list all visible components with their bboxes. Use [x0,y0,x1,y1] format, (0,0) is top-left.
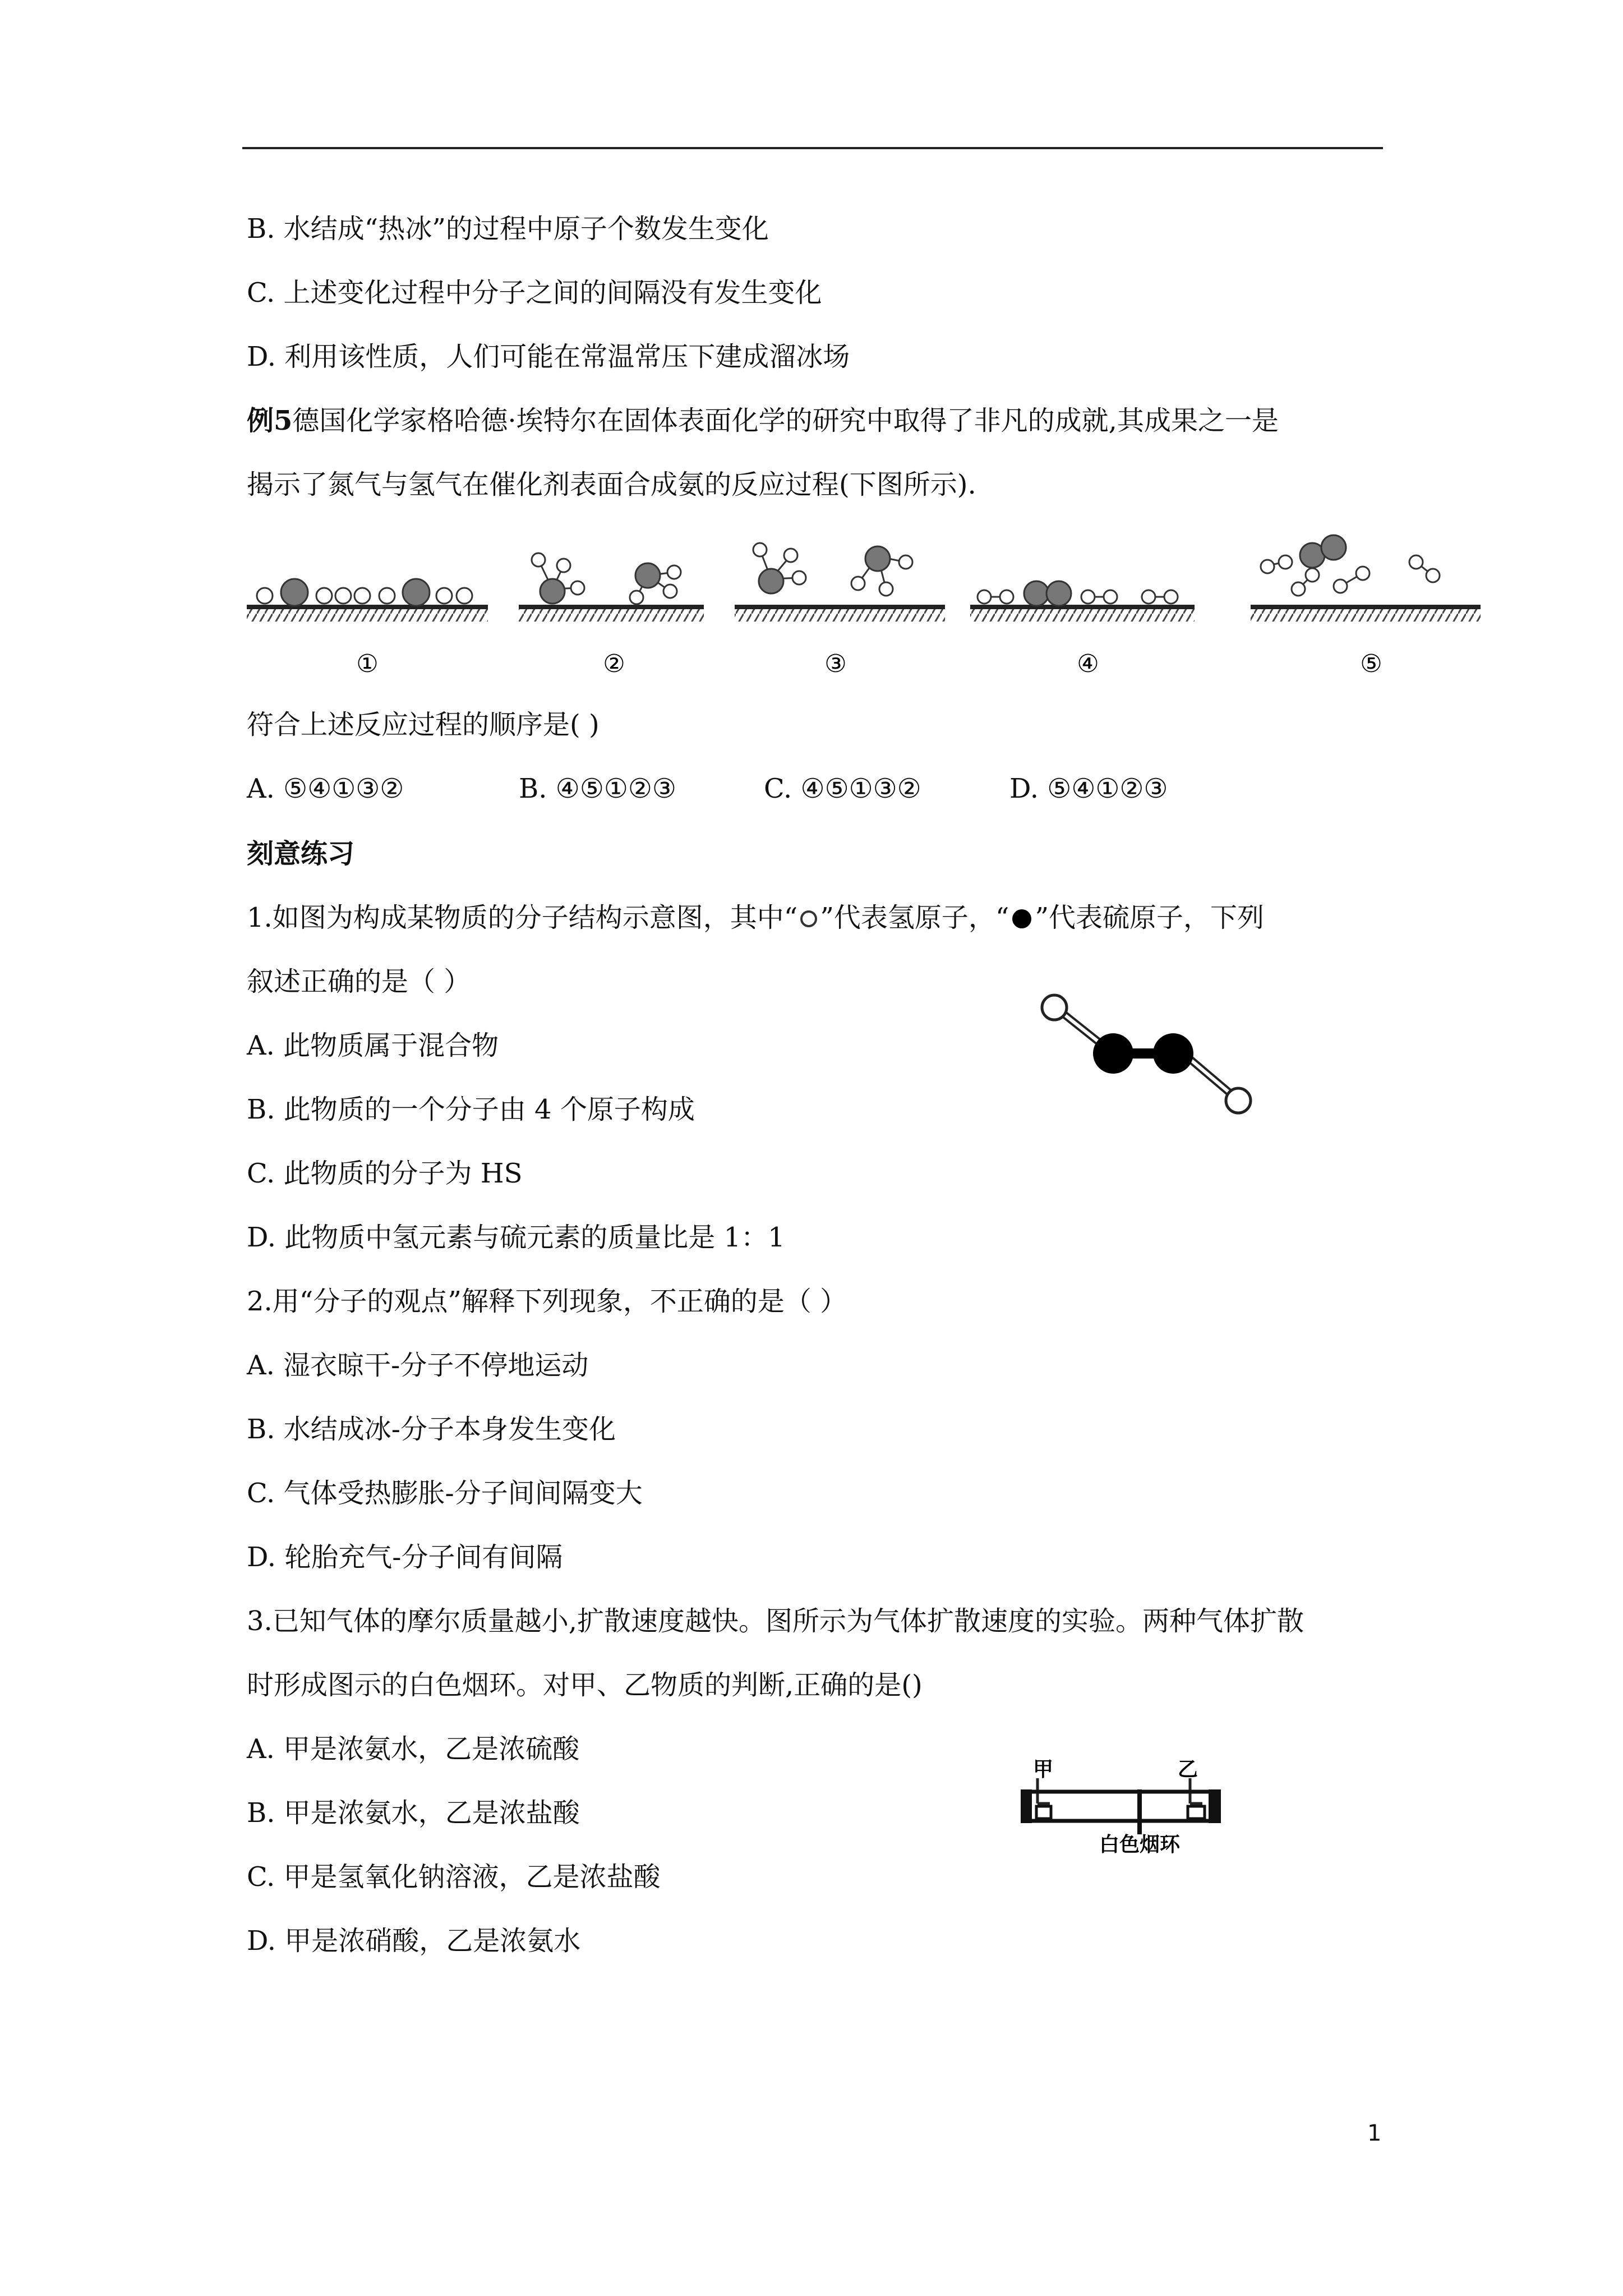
q3-option-a: A. 甲是浓氨水，乙是浓硫酸 [247,1733,580,1765]
example5-question: 符合上述反应过程的顺序是( ) [247,709,600,740]
panel-4-diagram [970,581,1195,622]
q2-text: 2.用“分子的观点”解释下列现象，不正确的是（ ） [247,1286,847,1317]
panel-label-2: ② [603,650,625,678]
q1-option-d: D. 此物质中氢元素与硫元素的质量比是 1：1 [247,1222,785,1253]
example5-option-b: B. ④⑤①②③ [519,773,676,804]
q2-option-a: A. 湿衣晾干-分子不停地运动 [247,1350,589,1381]
hydrogen-atom-icon [797,908,820,930]
example5-text-line1: 例5德国化学家格哈德·埃特尔在固体表面化学的研究中取得了非凡的成就,其成果之一是 [247,405,1279,436]
example5-label: 例 [247,405,274,436]
ammonia-synthesis-figure [241,533,1486,684]
q2-option-b: B. 水结成冰-分子本身发生变化 [247,1414,616,1445]
header-rule [242,147,1383,149]
panel-label-5: ⑤ [1360,650,1382,678]
gas-diffusion-figure [1015,1750,1251,1879]
q1-option-b: B. 此物质的一个分子由 4 个原子构成 [247,1094,695,1125]
example5-option-a: A. ⑤④①③② [247,773,404,804]
q3-option-b: B. 甲是浓氨水，乙是浓盐酸 [247,1797,580,1829]
panel-2-diagram [519,553,704,622]
label-jia: 甲 [1033,1758,1054,1781]
panel-5-diagram [1251,535,1481,622]
example5-number: 5 [274,405,293,436]
q4-option-b: B. 水结成“热冰”的过程中原子个数发生变化 [247,213,769,245]
q4-option-d: D. 利用该性质，人们可能在常温常压下建成溜冰场 [247,341,850,372]
panel-label-1: ① [356,650,379,678]
panel-label-3: ③ [824,650,847,678]
panel-3-diagram [735,543,945,622]
q1-text-line1: 1.如图为构成某物质的分子结构示意图，其中“ ”代表氢原子，“ ”代表硫原子，下列 [247,902,1264,933]
label-white-smoke-ring: 白色烟环 [1099,1833,1181,1856]
q2-option-c: C. 气体受热膨胀-分子间间隔变大 [247,1478,643,1509]
q1-option-a: A. 此物质属于混合物 [247,1030,499,1061]
sulfur-atom-icon [1009,908,1035,930]
practice-heading: 刻意练习 [247,838,355,869]
panel-label-4: ④ [1077,650,1099,678]
example5-option-c: C. ④⑤①③② [764,773,921,804]
q3-text-line2: 时形成图示的白色烟环。对甲、乙物质的判断,正确的是() [247,1669,923,1701]
q1-text-line2: 叙述正确的是（ ） [247,966,471,997]
panel-1-diagram [247,579,488,622]
q4-option-c: C. 上述变化过程中分子之间的间隔没有发生变化 [247,277,822,309]
q2-option-d: D. 轮胎充气-分子间有间隔 [247,1542,563,1573]
example5-text-line2: 揭示了氮气与氢气在催化剂表面合成氨的反应过程(下图所示). [247,469,976,500]
example5-option-d: D. ⑤④①②③ [1009,773,1168,804]
q3-option-c: C. 甲是氢氧化钠溶液，乙是浓盐酸 [247,1861,661,1893]
q3-text-line1: 3.已知气体的摩尔质量越小,扩散速度越快。图所示为气体扩散速度的实验。两种气体扩散 [247,1605,1304,1637]
q3-option-d: D. 甲是浓硝酸，乙是浓氨水 [247,1925,581,1957]
label-yi: 乙 [1178,1758,1198,1781]
q1-option-c: C. 此物质的分子为 HS [247,1158,523,1189]
page-number: 1 [1367,2120,1382,2146]
h2s2-molecule-figure [1032,987,1267,1122]
